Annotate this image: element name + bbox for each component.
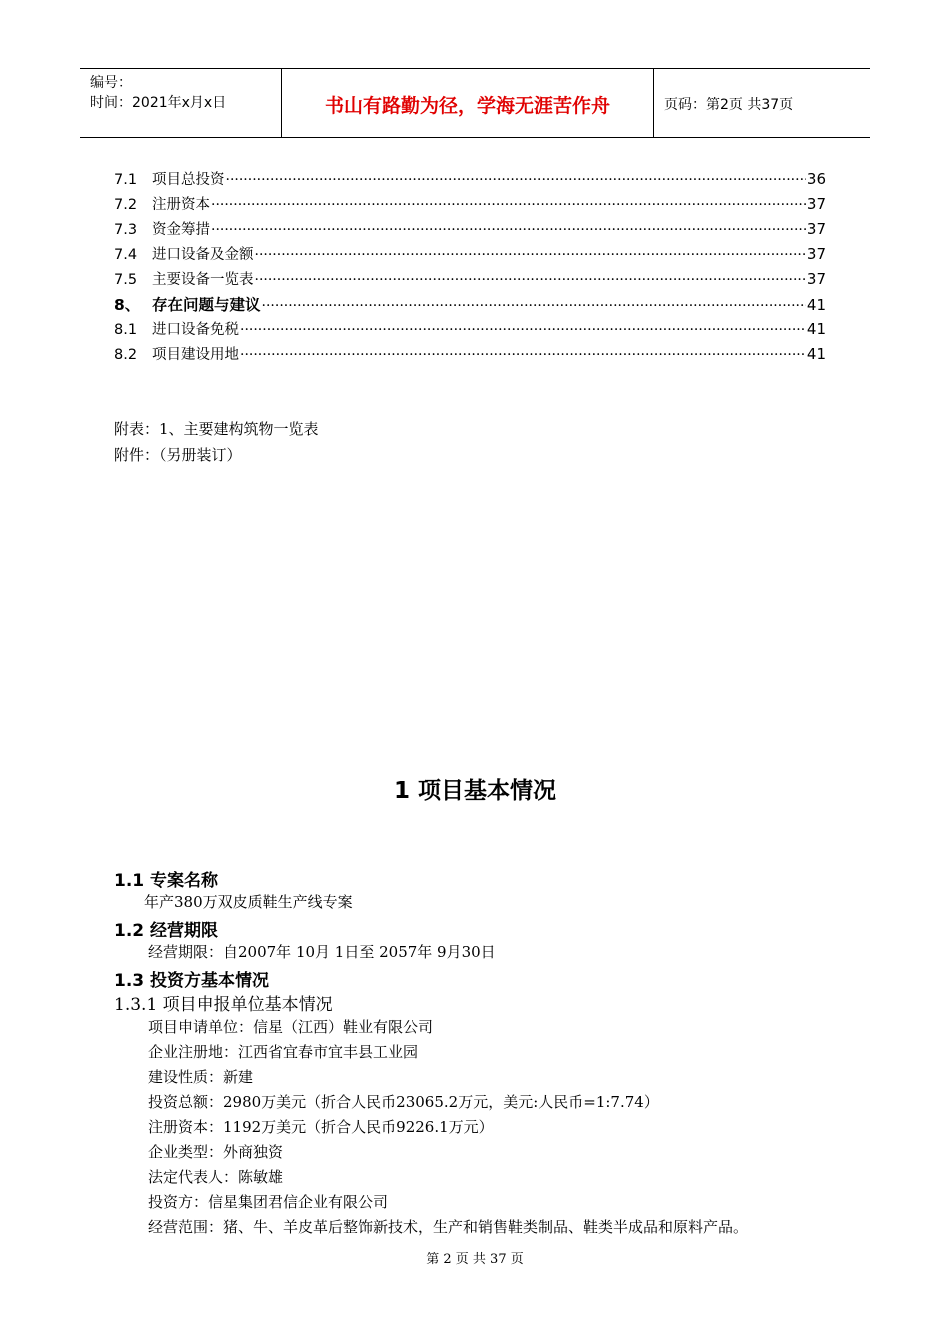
chapter-title: 1 项目基本情况 xyxy=(393,778,556,804)
appendix-attachment: 附件：（另册装订） xyxy=(114,446,242,464)
header-motto: 书山有路勤为径，学海无涯苦作舟 xyxy=(282,69,654,137)
toc-page: 41 xyxy=(806,320,826,338)
toc-row[interactable] xyxy=(114,268,826,293)
toc-title: 资金筹措 xyxy=(152,222,210,238)
detail-total-investment: 投资总额：2980万美元（折合人民币23065.2万元，美元:人民币=1:7.74） xyxy=(148,1093,659,1111)
time-label: 时间：2021年x月x日 xyxy=(90,95,227,111)
toc-leader xyxy=(255,247,806,263)
toc-leader xyxy=(211,222,806,238)
detail-business-scope: 经营范围：猪、牛、羊皮革后整饰新技术，生产和销售鞋类制品、鞋类半成品和原料产品。 xyxy=(148,1218,749,1236)
toc-page: 36 xyxy=(806,170,826,188)
toc-row[interactable] xyxy=(114,293,826,318)
toc-leader xyxy=(226,172,806,188)
toc-row[interactable] xyxy=(114,318,826,343)
toc-title: 进口设备及金额 xyxy=(152,247,254,263)
toc-page: 37 xyxy=(806,220,826,238)
toc-page: 37 xyxy=(806,245,826,263)
detail-registered-capital: 注册资本：1192万美元（折合人民币9226.1万元） xyxy=(148,1118,494,1136)
code-label: 编号： xyxy=(90,75,132,91)
section-1-1-text: 年产380万双皮质鞋生产线专案 xyxy=(144,893,353,911)
appendix-table: 附表：1、主要建构筑物一览表 xyxy=(114,420,319,438)
header-page-info: 页码：第2页 共37页 xyxy=(664,97,794,113)
toc-row[interactable] xyxy=(114,343,826,368)
toc-page: 37 xyxy=(806,195,826,213)
toc-title: 项目建设用地 xyxy=(152,347,239,363)
toc-number: 8.1 xyxy=(114,322,138,338)
section-1-1-title: 1.1 专案名称 xyxy=(114,871,219,891)
toc-row[interactable] xyxy=(114,168,826,193)
toc-row[interactable] xyxy=(114,243,826,268)
toc-title: 主要设备一览表 xyxy=(152,272,254,288)
appendix xyxy=(114,416,319,468)
toc-leader xyxy=(240,347,806,363)
toc-leader xyxy=(262,298,806,314)
toc-number: 7.2 xyxy=(114,197,138,213)
detail-legal-representative: 法定代表人：陈敏雄 xyxy=(148,1168,284,1186)
header-meta xyxy=(80,69,282,137)
section-1-2-title: 1.2 经营期限 xyxy=(114,921,219,941)
section-1-3-title: 1.3 投资方基本情况 xyxy=(114,971,270,991)
detail-enterprise-type: 企业类型：外商独资 xyxy=(148,1143,284,1161)
toc-row[interactable] xyxy=(114,218,826,243)
table-of-contents xyxy=(114,168,826,368)
toc-number: 8、 xyxy=(114,296,141,314)
section-1-2-text: 经营期限：自2007年 10月 1日至 2057年 9月30日 xyxy=(148,943,496,961)
toc-leader xyxy=(211,197,806,213)
toc-number: 7.3 xyxy=(114,222,138,238)
detail-applicant: 项目申请单位：信星（江西）鞋业有限公司 xyxy=(148,1018,434,1036)
page-footer: 第 2 页 共 37 页 xyxy=(426,1252,524,1267)
toc-number: 7.5 xyxy=(114,272,138,288)
toc-number: 7.1 xyxy=(114,172,138,188)
detail-investor: 投资方：信星集团君信企业有限公司 xyxy=(148,1193,389,1211)
toc-page: 41 xyxy=(806,345,826,363)
toc-leader xyxy=(240,322,806,338)
toc-page: 37 xyxy=(806,270,826,288)
page-header xyxy=(80,68,870,138)
toc-title: 进口设备免税 xyxy=(152,322,239,338)
toc-page: 41 xyxy=(806,296,826,314)
toc-title: 项目总投资 xyxy=(152,172,225,188)
toc-row[interactable] xyxy=(114,193,826,218)
toc-title: 存在问题与建议 xyxy=(152,296,261,314)
toc-title: 注册资本 xyxy=(152,197,210,213)
toc-leader xyxy=(255,272,806,288)
detail-construction-type: 建设性质：新建 xyxy=(148,1068,254,1086)
section-1-3-1-title: 1.3.1 项目申报单位基本情况 xyxy=(114,995,333,1015)
toc-number: 8.2 xyxy=(114,347,138,363)
toc-number: 7.4 xyxy=(114,247,138,263)
detail-registered-address: 企业注册地：江西省宜春市宜丰县工业园 xyxy=(148,1043,419,1061)
